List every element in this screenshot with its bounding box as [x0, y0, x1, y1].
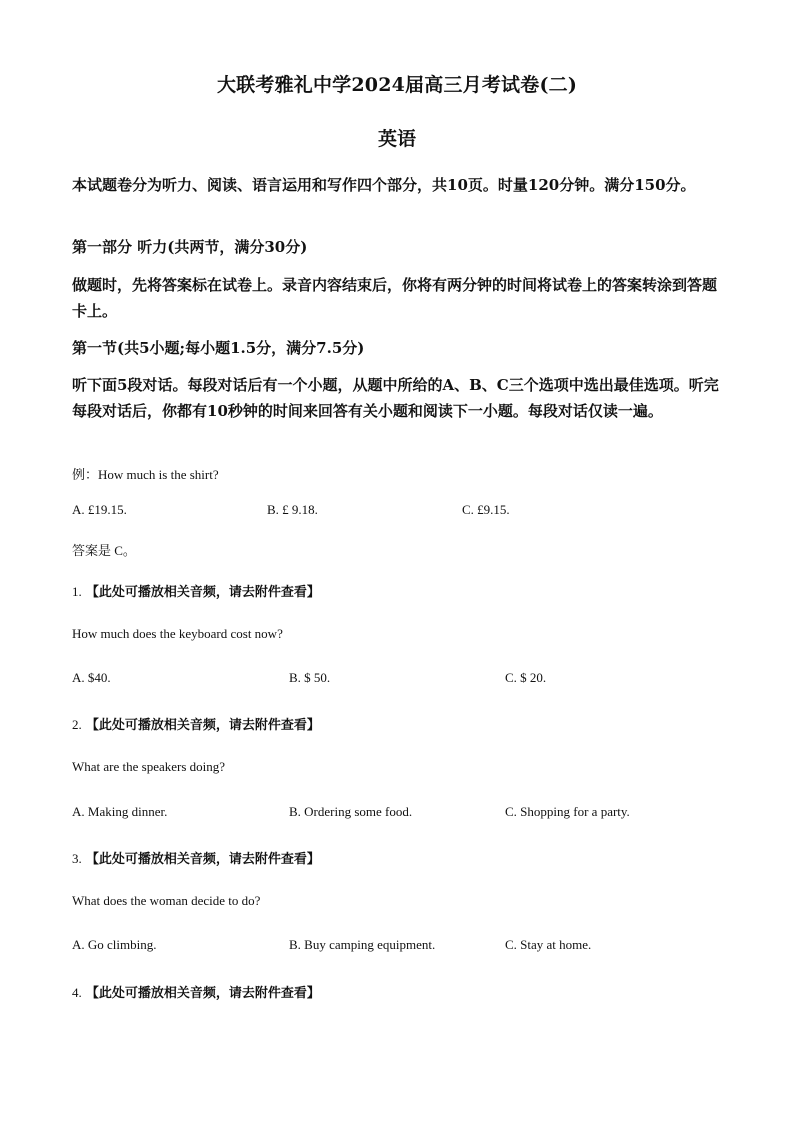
- question-2-header: [72, 714, 320, 733]
- question-2-option-c: C. Shopping for a party.: [505, 804, 630, 819]
- example-option-b: B. £ 9.18.: [267, 502, 318, 517]
- audio-note: 【此处可播放相关音频，请去附件查看】: [85, 718, 320, 733]
- question-number: 4.: [72, 985, 82, 1000]
- part1-instructions: 做题时，先将答案标在试卷上。录音内容结束后，你将有两分钟的时间将试卷上的答案转涂到答题卡上。: [72, 276, 718, 320]
- question-1-option-a: A. $40.: [72, 670, 111, 685]
- question-number: 2.: [72, 717, 82, 732]
- intro-paragraph: 本试题卷分为听力、阅读、语言运用和写作四个部分，共10页。时量120分钟。满分150分。: [72, 176, 696, 194]
- question-3-header: [72, 848, 320, 867]
- question-number: 3.: [72, 851, 82, 866]
- question-3-option-a: A. Go climbing.: [72, 937, 157, 952]
- example-option-a: A. £19.15.: [72, 502, 127, 517]
- example-question: 例：How much is the shirt?: [72, 467, 219, 482]
- example-answer: 答案是 C。: [72, 543, 136, 558]
- part1-heading: 第一部分 听力(共两节，满分30分): [72, 238, 308, 256]
- audio-note: 【此处可播放相关音频，请去附件查看】: [85, 852, 320, 867]
- question-1-text: How much does the keyboard cost now?: [72, 626, 283, 641]
- audio-note: 【此处可播放相关音频，请去附件查看】: [85, 986, 320, 1001]
- question-2-text: What are the speakers doing?: [72, 759, 226, 774]
- question-2-option-a: A. Making dinner.: [72, 804, 168, 819]
- section1-heading: 第一节(共5小题;每小题1.5分，满分7.5分): [72, 339, 365, 357]
- exam-title: 大联考雅礼中学2024届高三月考试卷(二): [216, 74, 578, 96]
- question-4-header: [72, 982, 320, 1001]
- question-1-header: [72, 581, 320, 600]
- question-1-option-c: C. $ 20.: [505, 670, 547, 685]
- example-option-c: C. £9.15.: [462, 502, 510, 517]
- question-3-text: What does the woman decide to do?: [72, 893, 261, 908]
- question-number: 1.: [72, 584, 82, 599]
- question-3-option-b: B. Buy camping equipment.: [289, 937, 436, 952]
- question-3-option-c: C. Stay at home.: [505, 937, 592, 952]
- question-1-option-b: B. $ 50.: [289, 670, 331, 685]
- audio-note: 【此处可播放相关音频，请去附件查看】: [85, 585, 320, 600]
- subject-heading: 英语: [377, 128, 416, 150]
- question-2-option-b: B. Ordering some food.: [289, 804, 413, 819]
- section1-instructions: 听下面5段对话。每段对话后有一个小题，从题中所给的A、B、C三个选项中选出最佳选项。听完每段对话后，你都有10秒钟的时间来回答有关小题和阅读下一小题。每段对话仅读一遍。: [72, 376, 719, 420]
